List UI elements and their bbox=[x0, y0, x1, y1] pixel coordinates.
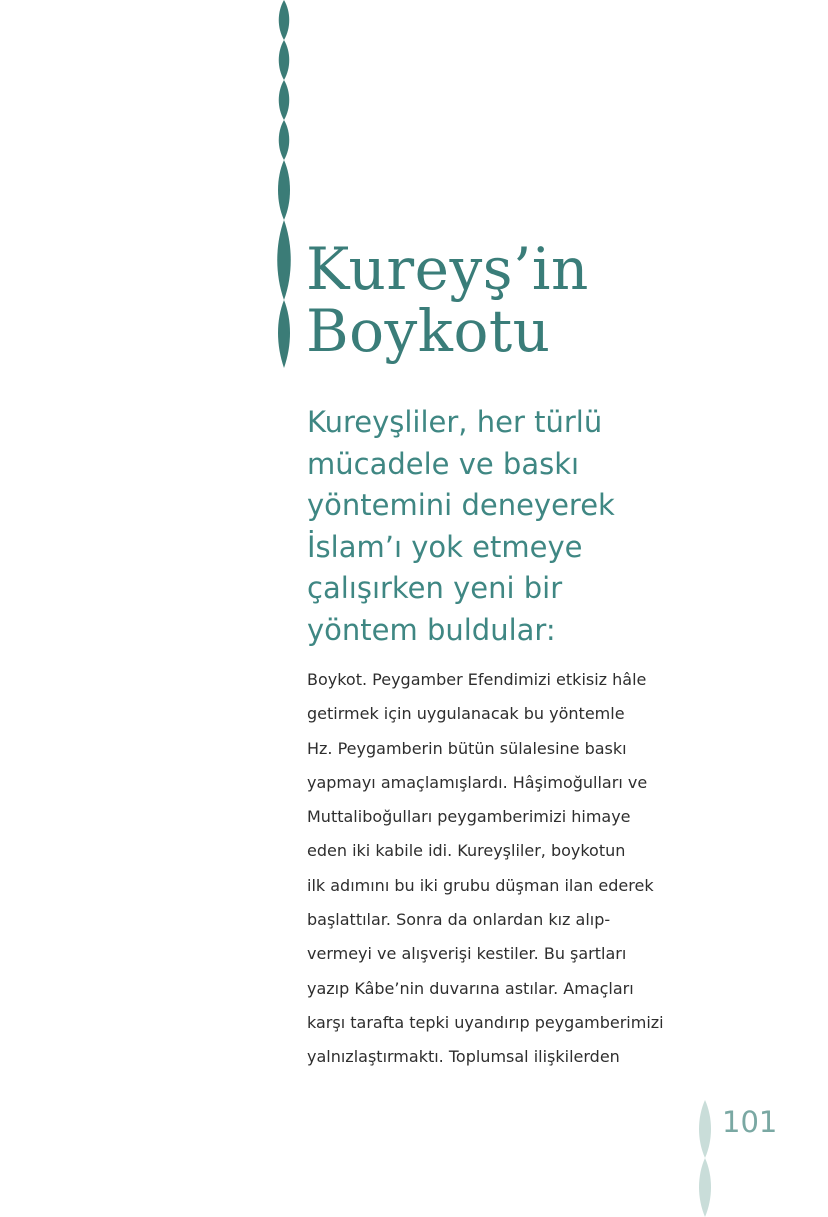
page-number-ornament-icon bbox=[692, 1100, 718, 1217]
body-line: başlattılar. Sonra da onlardan kız alıp- bbox=[307, 910, 611, 930]
body-line: yalnızlaştırmaktı. Toplumsal ilişkilerden bbox=[307, 1047, 620, 1067]
lead-line: mücadele ve baskı bbox=[307, 446, 580, 481]
lead-paragraph bbox=[307, 402, 707, 651]
body-line: Hz. Peygamberin bütün sülalesine baskı bbox=[307, 738, 627, 758]
body-line: yapmayı amaçlamışlardı. Hâşimoğulları ve bbox=[307, 772, 648, 792]
lead-line: İslam’ı yok etmeye bbox=[307, 529, 583, 564]
lead-line: Kureyşliler, her türlü bbox=[307, 405, 603, 439]
chapter-title-line: Boykotu bbox=[306, 297, 551, 365]
lead-line: yöntemini deneyerek bbox=[307, 488, 615, 522]
body-paragraph bbox=[307, 663, 687, 1075]
lead-line: çalışırken yeni bir bbox=[307, 571, 563, 605]
page-number: 101 bbox=[722, 1105, 778, 1139]
body-line: yazıp Kâbe’nin duvarına astılar. Amaçları bbox=[307, 978, 634, 998]
chapter-title bbox=[306, 235, 806, 365]
chapter-title-line: Kureyş’in bbox=[306, 235, 589, 303]
body-line: ilk adımını bu iki grubu düşman ilan ederek bbox=[307, 875, 654, 895]
body-line: Muttaliboğulları peygamberimizi himaye bbox=[307, 807, 631, 827]
body-line: eden iki kabile idi. Kureyşliler, boykotun bbox=[307, 841, 626, 861]
body-line: karşı tarafta tepki uyandırıp peygamberimizi bbox=[307, 1012, 664, 1032]
body-line: getirmek için uygulanacak bu yöntemle bbox=[307, 704, 625, 724]
title-ornament-icon bbox=[270, 0, 298, 370]
body-line: Boykot. Peygamber Efendimizi etkisiz hâle bbox=[307, 670, 647, 689]
body-line: vermeyi ve alışverişi kestiler. Bu şartları bbox=[307, 944, 627, 964]
lead-line: yöntem buldular: bbox=[307, 612, 556, 647]
